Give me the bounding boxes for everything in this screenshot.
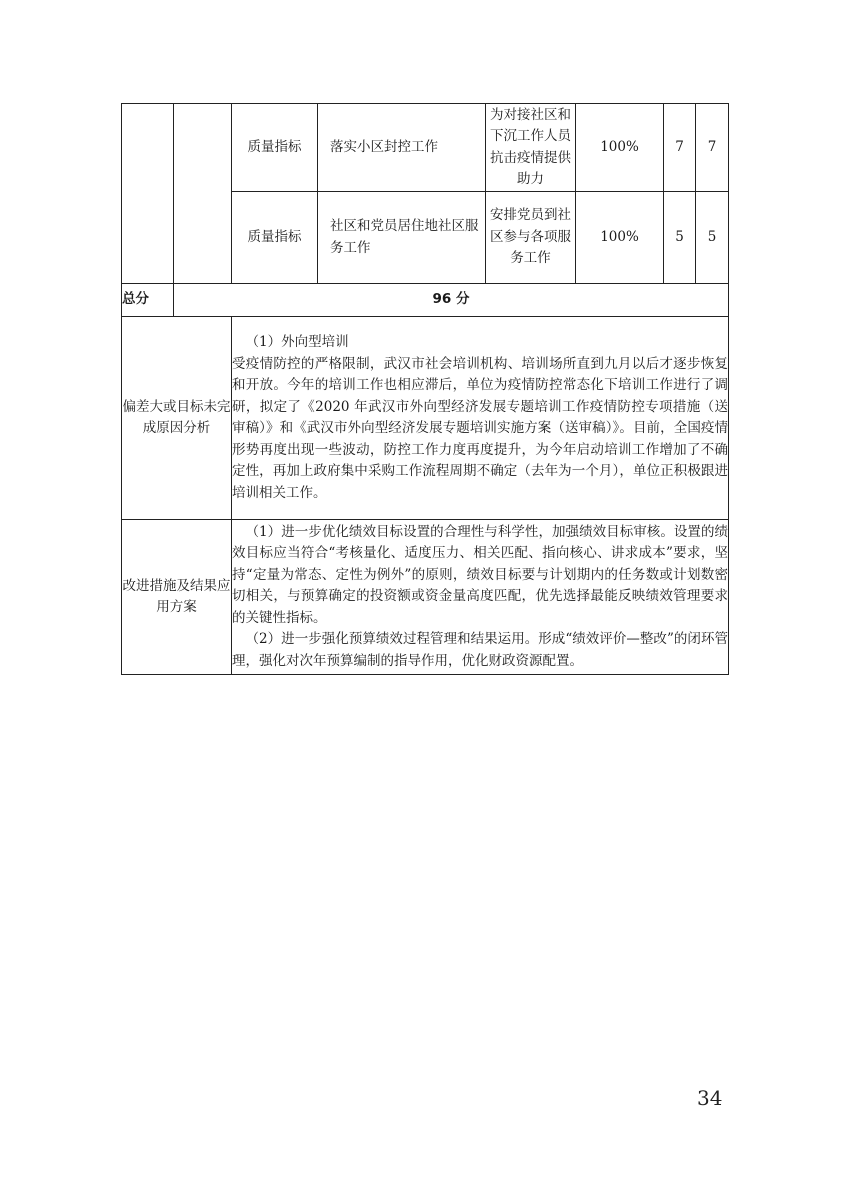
performance-table — [121, 103, 729, 675]
indicator-weight: 7 — [664, 104, 696, 192]
deviation-content — [232, 317, 729, 520]
indicator-effect: 为对接社区和下沉工作人员抗击疫情提供助力 — [486, 104, 576, 192]
total-value: 96 分 — [174, 284, 729, 317]
blank-cell — [174, 104, 232, 284]
improvement-point-2: （2）进一步强化预算绩效过程管理和结果运用。形成“绩效评价—整改”的闭环管理，强化对次年预算编制的指导作用，优化财政资源配置。 — [232, 631, 728, 669]
improvement-content — [232, 520, 729, 675]
deviation-row — [122, 317, 729, 520]
table-row — [122, 104, 729, 192]
indicator-content: 落实小区封控工作 — [318, 104, 486, 192]
total-row — [122, 284, 729, 317]
page-number: 34 — [697, 1086, 723, 1110]
indicator-value: 100% — [576, 104, 664, 192]
total-label: 总分 — [122, 284, 174, 317]
indicator-score: 7 — [696, 104, 729, 192]
indicator-score: 5 — [696, 192, 729, 284]
deviation-label: 偏差大或目标未完成原因分析 — [122, 317, 232, 520]
blank-cell — [122, 104, 174, 284]
indicator-value: 100% — [576, 192, 664, 284]
indicator-effect: 安排党员到社区参与各项服务工作 — [486, 192, 576, 284]
indicator-weight: 5 — [664, 192, 696, 284]
deviation-heading: （1）外向型培训 — [245, 334, 349, 350]
indicator-type: 质量指标 — [232, 104, 318, 192]
improvement-point-1: （1）进一步优化绩效目标设置的合理性与科学性，加强绩效目标审核。设置的绩效目标应当符合“考核量化、适度压力、相关匹配、指向核心、讲求成本”要求，坚持“定量为常态、定性为例外”的原则，绩效目标要与计划期内的任务数或计划数密切相关，与预算确定的投资额或资金量高度匹配，优先选择最能反映绩效管理要求的关键性指标。 — [232, 523, 728, 626]
improvement-label: 改进措施及结果应用方案 — [122, 520, 232, 675]
indicator-content: 社区和党员居住地社区服务工作 — [318, 192, 486, 284]
deviation-text: 受疫情防控的严格限制，武汉市社会培训机构、培训场所直到九月以后才逐步恢复和开放。今年的培训工作也相应滞后，单位为疫情防控常态化下培训工作进行了调研，拟定了《2020 年武汉市外向型经济发展专题培训工作疫情防控专项措施（送审稿）》和《武汉市外向型经济发展专题培训实施方案（送审稿）》。目前，全国疫情形势再度出现一些波动，防控工作力度再度提升，为今年启动培训工作增加了不确定性，再加上政府集中采购工作流程周期不确定（去年为一个月），单位正积极跟进培训相关工作。 — [232, 355, 728, 501]
improvement-row — [122, 520, 729, 675]
indicator-type: 质量指标 — [232, 192, 318, 284]
